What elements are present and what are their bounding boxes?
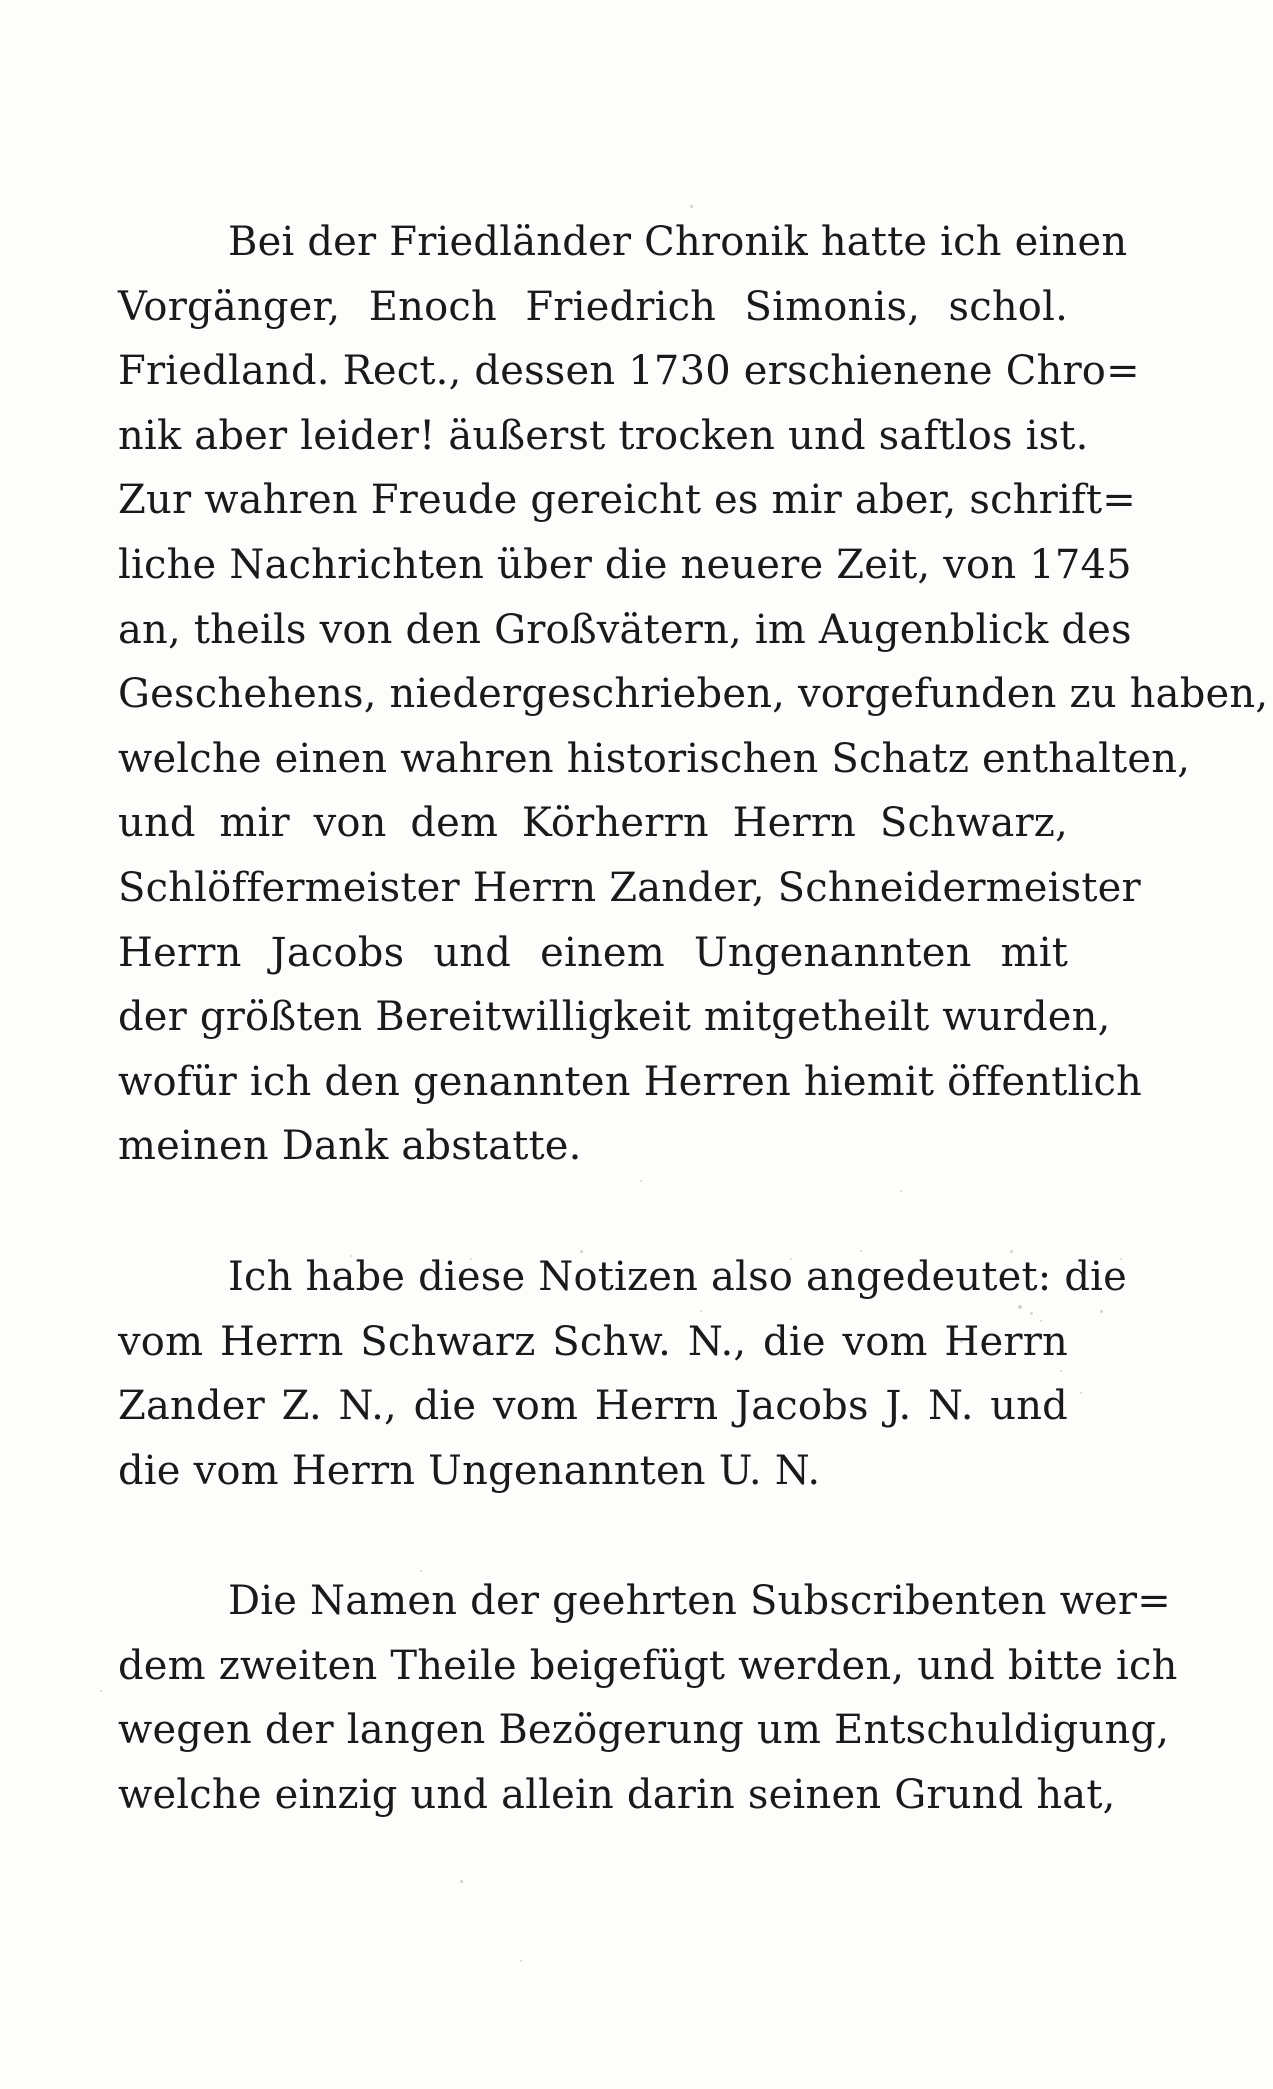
scan-speck — [460, 1880, 463, 1883]
text-line: wofür ich den genannten Herren hiemit öffentlich — [118, 1058, 1143, 1105]
text-line: nik aber leider! äußerst trocken und saftlos ist. — [118, 412, 1089, 459]
text-line: Geschehens, niedergeschrieben, vorgefunden zu haben, — [118, 671, 1269, 718]
scan-speck — [1060, 1370, 1062, 1372]
text-line: wegen der langen Bezögerung um Entschuldigung, — [118, 1707, 1170, 1754]
text-line: Ich habe diese Notizen also angedeutet: die — [228, 1253, 1128, 1300]
scan-speck — [700, 1310, 702, 1312]
scan-speck — [580, 1250, 583, 1253]
scan-speck — [1120, 1258, 1122, 1260]
scan-speck — [520, 1960, 522, 1962]
scan-speck — [900, 1190, 902, 1192]
paragraph-chronicle-sources — [118, 210, 1269, 1179]
scan-speck — [1040, 1320, 1042, 1322]
scan-speck — [860, 1250, 862, 1252]
scan-speck — [1080, 1392, 1082, 1394]
scan-speck — [790, 1258, 792, 1260]
scan-speck — [470, 1258, 472, 1260]
text-line: Zander Z. N., die vom Herrn Jacobs J. N. und — [118, 1383, 1068, 1430]
text-line: welche einzig und allein darin seinen Grund hat, — [118, 1772, 1116, 1819]
scan-speck — [960, 1340, 963, 1343]
text-line: Schlöffermeister Herrn Zander, Schneidermeister — [118, 864, 1141, 911]
scan-speck — [180, 1800, 182, 1802]
text-line: Die Namen der geehrten Subscribenten wer= — [228, 1578, 1171, 1625]
scan-speck — [420, 1570, 422, 1572]
scan-speck — [300, 1400, 302, 1402]
scan-speck — [690, 205, 693, 208]
scan-speck — [1030, 1312, 1033, 1315]
scan-speck — [1018, 1305, 1022, 1309]
scan-speck — [1060, 1735, 1062, 1737]
text-line: an, theils von den Großvätern, im Augenblick des — [118, 606, 1132, 653]
text-line: und mir von dem Körherrn Herrn Schwarz, — [118, 800, 1068, 847]
text-line: Bei der Friedländer Chronik hatte ich einen — [228, 219, 1128, 265]
paragraph-subscribers — [118, 1569, 1178, 1827]
text-line: Vorgänger, Enoch Friedrich Simonis, schol. — [118, 283, 1068, 330]
text-line: vom Herrn Schwarz Schw. N., die vom Herrn — [118, 1318, 1068, 1365]
text-line: welche einen wahren historischen Schatz enthalten, — [118, 735, 1191, 782]
text-body — [118, 210, 1269, 1828]
scan-speck — [1010, 1250, 1013, 1253]
text-line: Friedland. Rect., dessen 1730 erschienene Chro= — [118, 348, 1140, 395]
text-line: liche Nachrichten über die neuere Zeit, von 1745 — [118, 541, 1132, 588]
text-line: meinen Dank abstatte. — [118, 1123, 582, 1170]
paragraph-spacer — [118, 1503, 1068, 1569]
scan-speck — [350, 1255, 352, 1257]
text-line: der größten Bereitwilligkeit mitgetheilt wurden, — [118, 994, 1111, 1041]
text-line: Herrn Jacobs und einem Ungenannten mit — [118, 929, 1068, 976]
text-line: dem zweiten Theile beigefügt werden, und bitte ich — [118, 1642, 1178, 1689]
text-line: die vom Herrn Ungenannten U. N. — [118, 1447, 821, 1494]
scan-speck — [640, 1180, 642, 1182]
scan-speck — [100, 1690, 102, 1692]
text-line: Zur wahren Freude gereicht es mir aber, schrift= — [118, 477, 1136, 524]
paragraph-notation-key — [118, 1245, 1128, 1503]
paragraph-spacer — [118, 1179, 1068, 1245]
scan-speck — [1100, 1310, 1103, 1313]
